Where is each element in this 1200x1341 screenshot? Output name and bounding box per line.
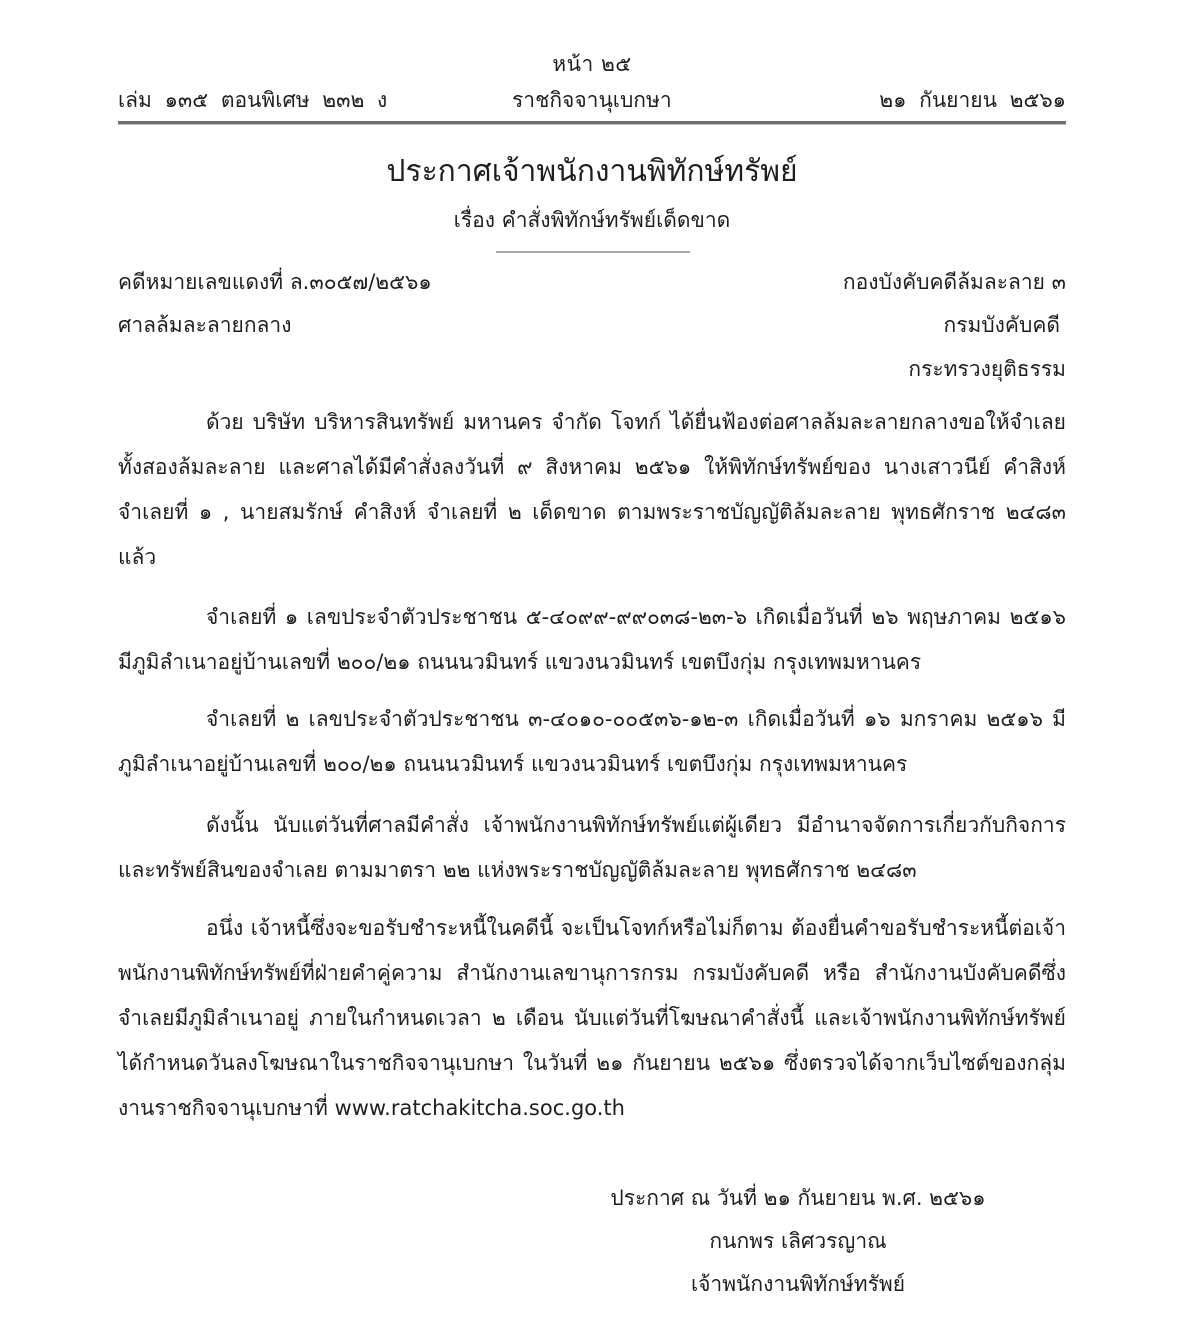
paragraph-creditors: อนึ่ง เจ้าหนี้ซึ่งจะขอรับชำระหนี้ในคดีนี้ จะเป็นโจทก์หรือไม่ก็ตาม ต้องยื่นคำขอรับชำระหนี้ต่อเจ้าพนักงานพิทักษ์ทรัพย์ที่ฝ่ายคำคู่ความ สำนักงานเลขานุการกรม กรมบังคับคดี หรือ สำนักงานบังคับคดีซึ่งจำเลยมีภูมิลำเนาอยู่ ภายในกำหนดเวลา ๒ เดือน นับแต่วันที่โฆษณาคำสั่งนี้ และเจ้าพนักงานพิทักษ์ทรัพย์ได้กำหนดวันลงโฆษณาในราชกิจจานุเบกษา ในวันที่ ๒๑ กันยายน ๒๕๖๑ ซึ่งตรวจได้จากเว็บไซต์ของกลุ่มงานราชกิจจานุเบกษาที่ www.ratchakitcha.soc.go.th [118,916,1066,1120]
division: กองบังคับคดีล้มละลาย ๓ [842,270,1066,294]
gazette-name: ราชกิจจานุเบกษา [512,88,672,112]
announcement-date: ประกาศ ณ วันที่ ๒๑ กันยายน พ.ศ. ๒๕๖๑ [610,1186,986,1210]
document-subject: เรื่อง คำสั่งพิทักษ์ทรัพย์เด็ดขาด [453,208,731,232]
gazette-date: ๒๑ กันยายน ๒๕๖๑ [879,88,1066,112]
meta-row-1 [118,266,1066,296]
meta-row-3 [118,353,1066,383]
paragraph-petition: ด้วย บริษัท บริหารสินทรัพย์ มหานคร จำกัด โจทก์ ได้ยื่นฟ้องต่อศาลล้มละลายกลางขอให้จำเลยทั้งสองล้มละลาย และศาลได้มีคำสั่งลงวันที่ ๙ สิงหาคม ๒๕๖๑ ให้พิทักษ์ทรัพย์ของ นางเสาวนีย์ คำสิงห์ จำเลยที่ ๑ , นายสมรักษ์ คำสิงห์ จำเลยที่ ๒ เด็ดขาด ตามพระราชบัญญัติล้มละลาย พุทธศักราช ๒๔๘๓ แล้ว [118,410,1066,569]
court-name: ศาลล้มละลายกลาง [118,313,292,337]
gazette-page [118,0,1066,1341]
signature-block [588,1177,1008,1306]
signatory-name: กนกพร เลิศวรญาณ [709,1229,887,1253]
paragraph-defendant-2: จำเลยที่ ๒ เลขประจำตัวประชาชน ๓-๔๐๑๐-๐๐๕๓๖-๑๒-๓ เกิดเมื่อวันที่ ๑๖ มกราคม ๒๕๑๖ มีภูมิลำเนาอยู่บ้านเลขที่ ๒๐๐/๒๑ ถนนนวมินทร์ แขวงนวมินทร์ เขตบึงกุ่ม กรุงเทพมหานคร [118,707,1066,776]
gazette-header [118,84,1066,116]
document-title: ประกาศเจ้าพนักงานพิทักษ์ทรัพย์ [386,154,798,189]
ministry: กระทรวงยุติธรรม [908,357,1066,381]
title-divider [496,251,690,253]
paragraph-authority: ดังนั้น นับแต่วันที่ศาลมีคำสั่ง เจ้าพนักงานพิทักษ์ทรัพย์แต่ผู้เดียว มีอำนาจจัดการเกี่ยวกับกิจการและทรัพย์สินของจำเลย ตามมาตรา ๒๒ แห่งพระราชบัญญัติล้มละลาย พุทธศักราช ๒๔๘๓ [118,813,1066,882]
volume-issue: เล่ม ๑๓๕ ตอนพิเศษ ๒๓๒ ง [118,88,388,112]
header-divider [118,121,1066,125]
signatory-position: เจ้าพนักงานพิทักษ์ทรัพย์ [690,1272,906,1296]
case-number: คดีหมายเลขแดงที่ ล.๓๐๕๗/๒๕๖๑ [118,270,432,294]
meta-row-2 [118,309,1066,339]
department: กรมบังคับคดี [943,313,1060,337]
paragraph-defendant-1: จำเลยที่ ๑ เลขประจำตัวประชาชน ๕-๔๐๙๙-๙๙๐๓๘-๒๓-๖ เกิดเมื่อวันที่ ๒๖ พฤษภาคม ๒๕๑๖ มีภูมิลำเนาอยู่บ้านเลขที่ ๒๐๐/๒๑ ถนนนวมินทร์ แขวงนวมินทร์ เขตบึงกุ่ม กรุงเทพมหานคร [118,605,1066,674]
page-number: หน้า ๒๕ [552,52,632,76]
